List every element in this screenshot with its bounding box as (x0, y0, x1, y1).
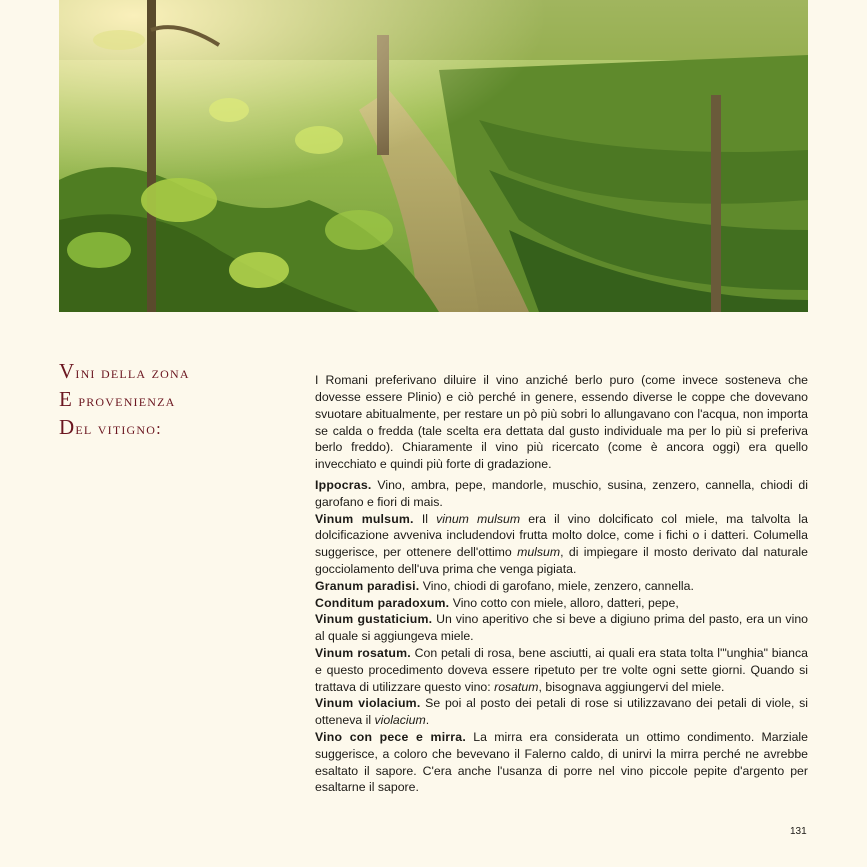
wine-list (315, 477, 808, 796)
wine-name: Vinum mulsum. (315, 511, 414, 526)
wine-description: era il vino dolcificato col miele, ma talvolta la dolcificazione avveniva includendovi frutta molto dolce, come i fichi o i datteri. Columella suggerisce, per ottenere dell'ottimo (315, 511, 809, 560)
wine-entry-conditum-paradoxum (315, 595, 808, 612)
heading-line-3: Del vitigno: (59, 415, 162, 439)
wine-description: Se poi al posto dei petali di rose si utilizzavano dei petali di viole, si otteneva il (315, 696, 809, 728)
section-heading (59, 358, 279, 442)
wine-entry-vinum-mulsum (315, 511, 808, 578)
wine-name: Vinum gustaticium. (315, 612, 433, 627)
wine-entry-vinum-rosatum (315, 645, 808, 695)
page-number: 131 (790, 826, 807, 837)
wine-entry-vinum-gustaticium (315, 611, 808, 645)
wine-entry-vinum-violacium (315, 695, 808, 729)
wine-description: Vino, ambra, pepe, mandorle, muschio, susina, zenzero, cannella, chiodi di garofano e fiori di mais. (315, 478, 808, 509)
intro-paragraph: I Romani preferivano diluire il vino anziché berlo puro (come invece sosteneva che dovesse essere Plinio) e ciò perché in genere, essendo diverse le coppe che dovevano svuotare abitualmente, per restare un pò più sobri lo allungavano con l'acqua, non importa se calda o fredda (tale scelta era dettata dal gusto individuale ma per lo più si preferiva berlo freddo). Chiaramente il vino più ricercato (come è ancora oggi) era quello invecchiato e quindi più forte di gradazione. (315, 373, 808, 472)
wine-name: Vinum violacium. (315, 696, 421, 711)
wine-term: rosatum (494, 679, 539, 694)
wine-term: mulsum (517, 545, 561, 560)
wine-name: Ippocras. (315, 478, 372, 492)
wine-description: La mirra era considerata un ottimo condimento. Marziale suggerisce, a coloro che bevevano il Falerno caldo, di unirvi la mirra perché ne avrebbe esaltato il sapore. C'era anche l'usanza di porre nel vino piccole pepite d'argento per esaltarne il sapore. (315, 729, 809, 795)
heading-line-1: Vini della zona (59, 359, 190, 383)
wine-description: Il (413, 511, 437, 526)
wine-description: Un vino aperitivo che si beve a digiuno prima del pasto, era un vino al quale si aggiungeva miele. (315, 612, 808, 644)
heading-line-2: E provenienza (59, 387, 176, 411)
wine-description: Vino, chiodi di garofano, miele, zenzero, cannella. (419, 578, 694, 593)
wine-entry-pece-mirra (315, 729, 808, 796)
wine-description: . (425, 713, 430, 728)
wine-description: , di impiegare il mosto derivato dal naturale gocciolamento dell'uva prima che venga pigiata. (315, 545, 808, 576)
wine-description: Con petali di rosa, bene asciutti, ai quali era stata tolta l'"unghia" bianca e questo procedimento doveva essere ripetuto per tre volte ogni sette giorni. Quando si trattava di utilizzare questo vino: (315, 645, 808, 694)
wine-term: violacium (374, 713, 426, 728)
wine-description: Vino cotto con miele, alloro, datteri, pepe, (449, 595, 679, 610)
wine-name: Vinum rosatum. (315, 645, 411, 660)
wine-name: Conditum paradoxum. (315, 595, 450, 610)
wine-term: vinum mulsum (436, 511, 521, 526)
wine-entry-ippocras (315, 477, 808, 511)
wine-name: Vino con pece e mirra. (315, 729, 466, 744)
vineyard-photo (59, 0, 808, 312)
wine-description: , bisognava aggiungervi del miele. (538, 679, 725, 694)
wine-entry-granum-paradisi (315, 578, 808, 595)
wine-name: Granum paradisi. (315, 578, 420, 593)
